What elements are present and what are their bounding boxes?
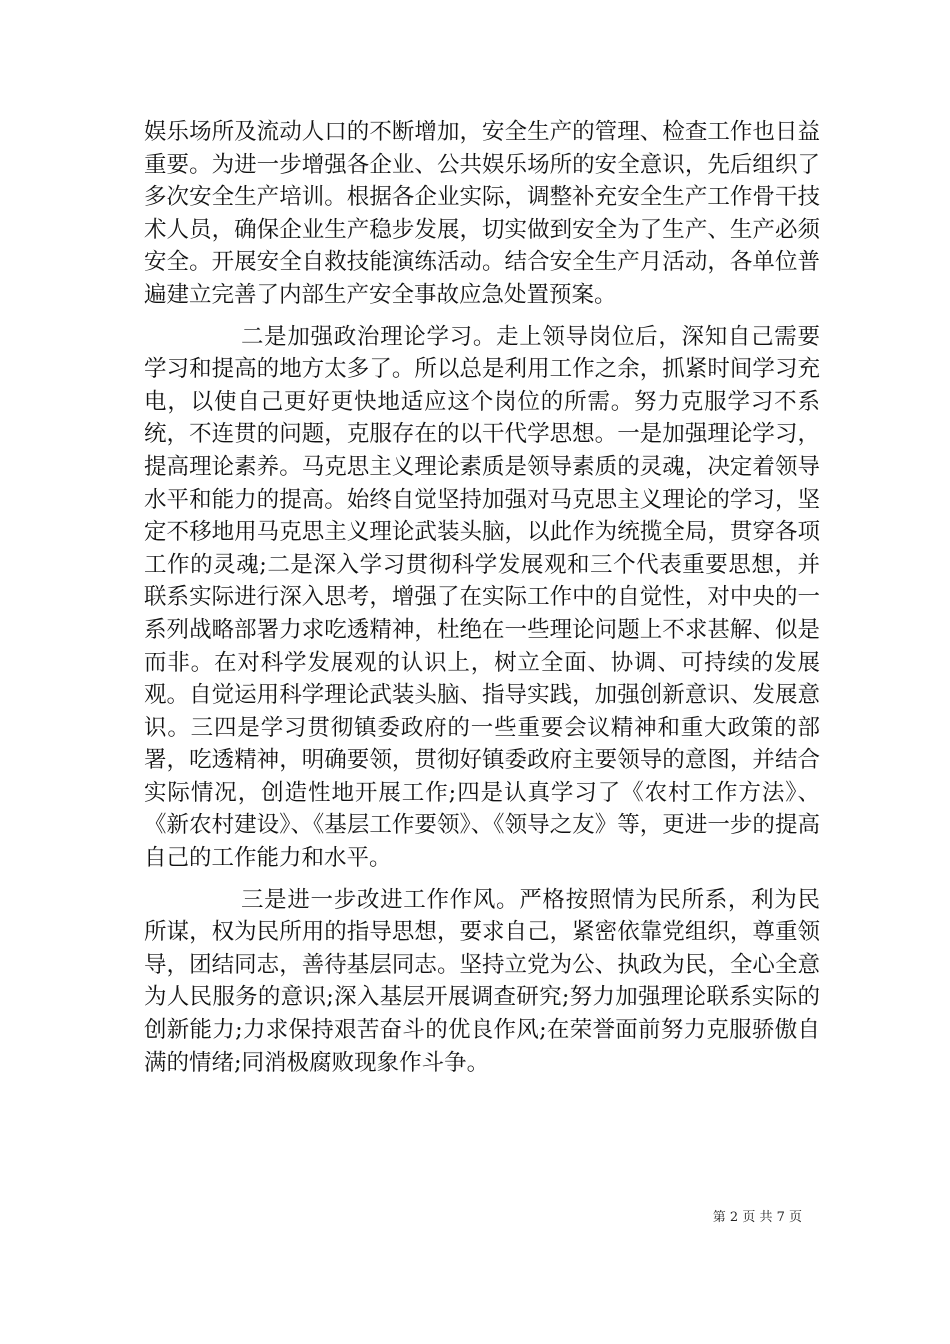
paragraph-safety-production: 娱乐场所及流动人口的不断增加，安全生产的管理、检查工作也日益重要。为进一步增强各企业、公共娱乐场所的安全意识，先后组织了多次安全生产培训。根据各企业实际，调整补充安全生产工作骨干技术人员，确保企业生产稳步发展，切实做到安全为了生产、生产必须安全。开展安全自救技能演练活动。结合安全生产月活动，各单位普遍建立完善了内部生产安全事故应急处置预案。 bbox=[144, 119, 820, 308]
paragraph-political-theory-study: 二是加强政治理论学习。走上领导岗位后，深知自己需要学习和提高的地方太多了。所以总是利用工作之余，抓紧时间学习充电，以使自己更好更快地适应这个岗位的所需。努力克服学习不系统，不连贯的问题，克服存在的以干代学思想。一是加强理论学习，提高理论素养。马克思主义理论素质是领导素质的灵魂，决定着领导水平和能力的提高。始终自觉坚持加强对马克思主义理论的学习，坚定不移地用马克思主义理论武装头脑，以此作为统揽全局，贯穿各项工作的灵魂;二是深入学习贯彻科学发展观和三个代表重要思想，并联系实际进行深入思考，增强了在实际工作中的自觉性，对中央的一系列战略部署力求吃透精神，杜绝在一些理论问题上不求甚解、似是而非。在对科学发展观的认识上，树立全面、协调、可持续的发展观。自觉运用科学理论武装头脑、指导实践，加强创新意识、发展意识。三四是学习贯彻镇委政府的一些重要会议精神和重大政策的部署，吃透精神，明确要领，贯彻好镇委政府主要领导的意图，并结合实际情况，创造性地开展工作;四是认真学习了《农村工作方法》、《新农村建设》、《基层工作要领》、《领导之友》等，更进一步的提高自己的工作能力和水平。 bbox=[144, 323, 820, 872]
document-body bbox=[144, 116, 820, 1079]
page-number: 第 2 页 共 7 页 bbox=[712, 1210, 802, 1225]
paragraph-work-style: 三是进一步改进工作作风。严格按照情为民所系，利为民所谋，权为民所用的指导思想，要求自己，紧密依靠党组织，尊重领导，团结同志，善待基层同志。坚持立党为公、执政为民，全心全意为人民服务的意识;深入基层开展调查研究;努力加强理论联系实际的创新能力;力求保持艰苦奋斗的优良作风;在荣誉面前努力克服骄傲自满的情绪;同消极腐败现象作斗争。 bbox=[144, 886, 820, 1076]
